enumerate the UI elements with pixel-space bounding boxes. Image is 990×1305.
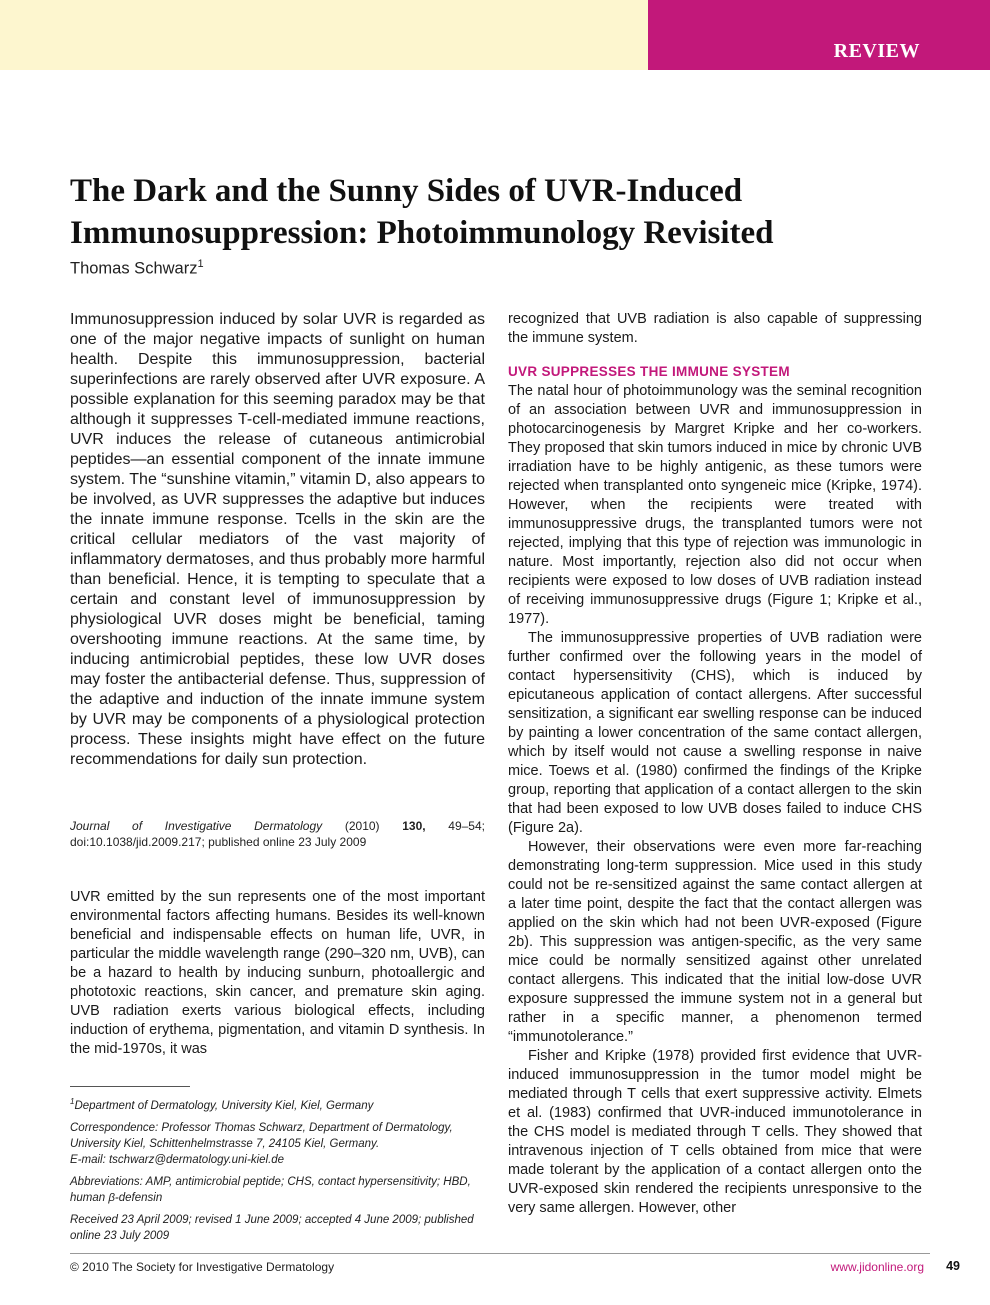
intro-paragraph: UVR emitted by the sun represents one of the most important environmental factors affecting humans. Besides its well-known beneficial and indispensable effects on human life, UVR, in particular the middle wavelength range (290–320 nm, UVB), can be a hazard to health by inducing sunburn, photoallergic and phototoxic reactions, skin cancer, and premature skin aging. UVB radiation exerts various biological effects, including induction of erythema, pigmentation, and vitamin D synthesis. In the mid-1970s, it was [70,889,485,1057]
article-title: The Dark and the Sunny Sides of UVR-Induced Immunosuppression: Photoimmunology Revisited [70,173,774,251]
footnote-affiliation-mark: 1 [70,1097,75,1106]
footnote-dates: Received 23 April 2009; revised 1 June 2009; accepted 4 June 2009; published online 23 July 2009 [70,1213,474,1242]
header-band-left [0,0,648,70]
section-label: REVIEW [833,40,920,62]
footnotes [70,1094,485,1250]
citation [70,818,485,850]
citation-rest: 49–54; doi:10.1038/jid.2009.217; published online 23 July 2009 [70,819,485,849]
footnote-correspondence: Correspondence: Professor Thomas Schwarz, Department of Dermatology, University Kiel, Schittenhelmstrasse 7, 24105 Kiel, Germany. E-mail: tschwarz@dermatology.uni-kiel.de [70,1121,453,1166]
footnote-abbreviations: Abbreviations: AMP, antimicrobial peptide; CHS, contact hypersensitivity; HBD, human β-defensin [70,1175,471,1204]
citation-journal: Journal of Investigative Dermatology [70,819,323,833]
paragraph-1: The natal hour of photoimmunology was the seminal recognition of an association between UVR and immunosuppression in photocarcinogenesis by Margret Kripke and her co-workers. They proposed that skin tumors induced in mice by chronic UVB irradiation have to be highly antigenic, as these tumors were rejected when transplanted onto syngeneic mice (Kripke, 1974). However, when the recipients were treated with immunosuppressive drugs, the transplanted tumors were not rejected, implying that this type of rejection was immunologic in nature. Most importantly, rejection also did not occur when recipients were exposed to low doses of UVB radiation instead of receiving immunosuppressive drugs (Figure 1; Kripke et al., 1977). [508,383,922,627]
citation-volume: 130, [402,819,426,833]
paragraph-2: The immunosuppressive properties of UVB radiation were further confirmed over the following years in the model of contact hypersensitivity (CHS), which is induced by epicutaneous application of contact allergens. After successful sensitization, a significant ear swelling response can be induced by painting a lower concentration of the same contact allergen, which by itself would not cause a swelling response in naive mice. Toews et al. (1980) confirmed the findings of the Kripke group, reporting that application of a contact allergen to the skin that had been exposed to low UVB doses failed to induce CHS (Figure 2a). [508,630,922,836]
page-number: 49 [946,1259,960,1273]
author-line [70,258,204,279]
section-heading: UVR SUPPRESSES THE IMMUNE SYSTEM [508,364,790,379]
paragraph-3: However, their observations were even more far-reaching demonstrating long-term suppression. Mice used in this study could not be re-sensitized against the same contact allergen at a later time point, despite the fact that the contact allergen was applied on the skin which had not been UVR-exposed (Figure 2b). This suppression was antigen-specific, as the very same mice could be normally sensitized against other unrelated contact allergens. This indicated that the initial low-dose UVR exposure suppressed the immune system not in a general but rather in a specific manner, a phenomenon termed “immunotolerance.” [508,839,922,1045]
header-band-right [648,0,990,70]
footnote-divider [70,1086,190,1087]
abstract: Immunosuppression induced by solar UVR is regarded as one of the major negative impacts of sunlight on human health. Despite this immunosuppression, bacterial superinfections are rarely observed after UVR exposure. A possible explanation for this seeming paradox may be that although it suppresses T-cell-mediated immune reactions, UVR induces the release of cutaneous antimicrobial peptides—an essential component of the innate immune system. The “sunshine vitamin,” vitamin D, also appears to be involved, as UVR suppresses the adaptive but induces the innate immune response. Tcells in the skin are the critical cellular mediators of the vast majority of inflammatory dermatoses, and thus probably more harmful than beneficial. Hence, it is tempting to speculate that a certain and constant level of immunosuppression by physiological UVR doses might be beneficial, taming overshooting immune reactions. At the same time, by inducing antimicrobial peptides, these low UVR doses may foster the antibacterial defense. Thus, suppression of the adaptive and induction of the innate immune system by UVR may be components of a physiological protection process. These insights might have effect on the future recommendations for daily sun protection. [70,311,485,768]
footnote-affiliation: $^1$Department of Dermatology, University Kiel, Kiel, Germany [70,1097,374,1112]
author-affiliation-mark: 1 [197,258,204,270]
paragraph-4: Fisher and Kripke (1978) provided first evidence that UVR-induced immunosuppression in the tumor model might be mediated through T cells that exert suppressive activity. Elmets et al. (1983) confirmed that UVR-induced immunotolerance in the CHS model is mediated through T cells. They showed that intravenous injection of T cells obtained from mice that were made tolerant by the application of a contact allergen onto the UVR-exposed skin rendered the recipients unresponsive to the very same allergen. However, other [508,1048,922,1216]
footer-copyright: © 2010 The Society for Investigative Dermatology [70,1260,335,1274]
footnote-email[interactable]: E-mail: tschwarz@dermatology.uni-kiel.de [70,1153,285,1166]
right-column [508,310,922,1218]
right-continuation: recognized that UVB radiation is also capable of suppressing the immune system. [508,311,922,346]
citation-year: (2010) [344,819,380,833]
author-name: Thomas Schwarz [70,259,198,278]
footer-url-link[interactable]: www.jidonline.org [830,1260,924,1274]
footer-divider [70,1253,930,1254]
